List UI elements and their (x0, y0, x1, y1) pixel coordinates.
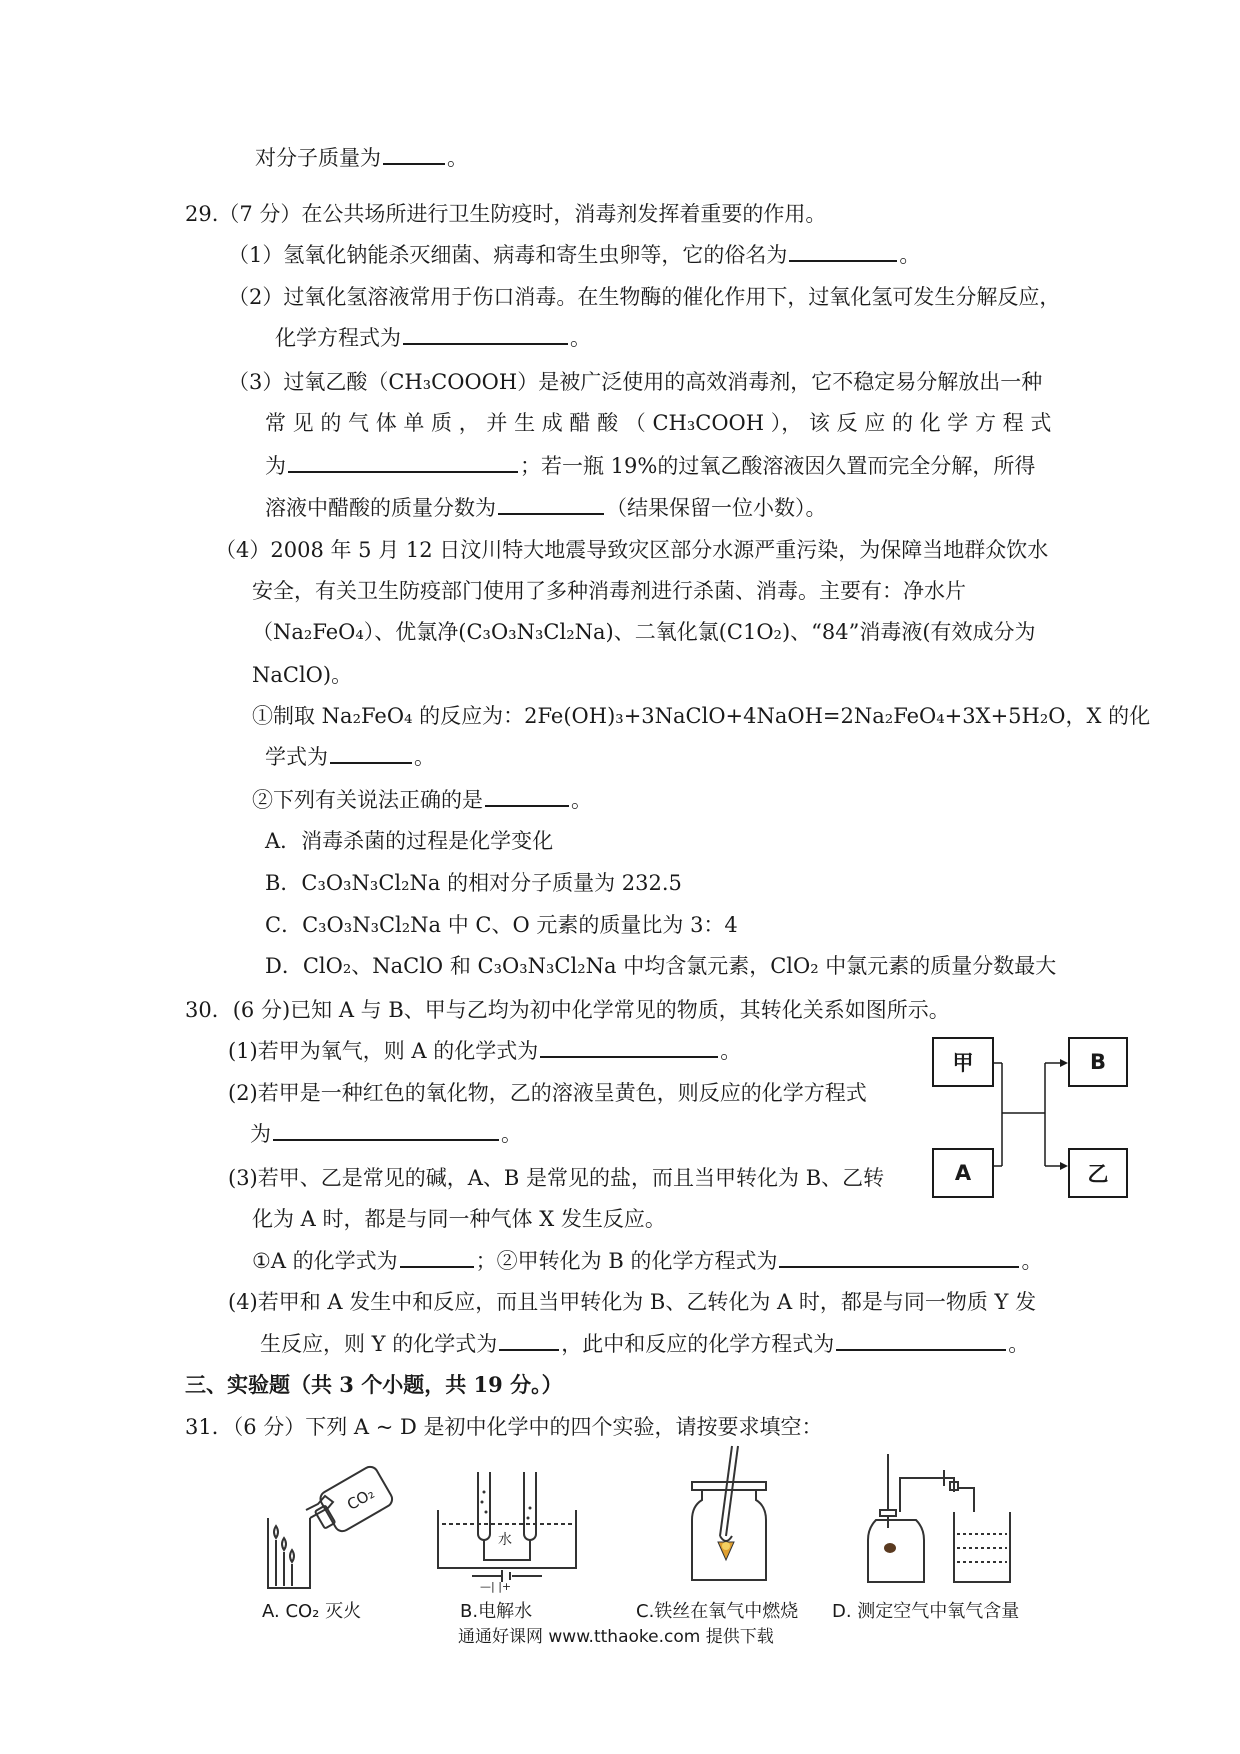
text-line: ①制取 Na₂FeO₄ 的反应为：2Fe(OH)₃+3NaClO+4NaOH=2Na₂FeO₄+3X+5H₂O，X 的化 (252, 704, 1151, 728)
text-line: (2)若甲是一种红色的氧化物，乙的溶液呈黄色，则反应的化学方程式 (228, 1081, 867, 1105)
question-31-title: 31．（6 分）下列 A ~ D 是初中化学中的四个实验，请按要求填空： (185, 1415, 823, 1439)
text-line: NaClO)。 (252, 663, 353, 687)
text-line: ①A 的化学式为 ；②甲转化为 B 的化学方程式为 。 (252, 1246, 1042, 1276)
text-line: （1）氢氧化钠能杀灭细菌、病毒和寄生虫卵等，它的俗名为 。 (228, 240, 920, 270)
section-heading: 三、实验题（共 3 个小题，共 19 分。） (185, 1372, 563, 1397)
footer-text: 通通好课网 www.tthaoke.com 提供下载 (458, 1627, 774, 1647)
question-29-title: 29.（7 分）在公共场所进行卫生防疫时，消毒剂发挥着重要的作用。 (185, 202, 827, 226)
text-line: 常 见 的 气 体 单 质 ， 并 生 成 醋 酸 （ CH₃COOH ）， 该 反 应 的 化 学 方 程 式 (265, 411, 1052, 435)
diagram-box-yi: 乙 (1068, 1148, 1128, 1198)
figure-iron-wire (680, 1442, 780, 1587)
figure-electrolysis (432, 1468, 582, 1593)
answer-blank[interactable] (273, 1119, 499, 1141)
text-line: （4）2008 年 5 月 12 日汶川特大地震导致灾区部分水源严重污染，为保障当地群众饮水 (215, 538, 1049, 562)
diagram-box-a: A (932, 1148, 994, 1198)
text-line: 安全，有关卫生防疫部门使用了多种消毒剂进行杀菌、消毒。主要有：净水片 (252, 579, 966, 603)
option-c: C．C₃O₃N₃Cl₂Na 中 C、O 元素的质量比为 3：4 (265, 913, 738, 937)
diagram-box-b: B (1068, 1037, 1128, 1087)
text-line: (4)若甲和 A 发生中和反应，而且当甲转化为 B、乙转化为 A 时，都是与同一物质 Y 发 (228, 1290, 1037, 1314)
caption-a: A. CO₂ 灭火 (262, 1601, 362, 1622)
text-line: 学式为 。 (265, 742, 435, 772)
answer-blank[interactable] (400, 1246, 474, 1268)
text-line: 化学方程式为 。 (275, 323, 591, 353)
answer-blank[interactable] (485, 785, 569, 807)
water-label: 水 (498, 1532, 512, 1548)
answer-blank[interactable] (789, 240, 897, 262)
answer-blank[interactable] (288, 451, 518, 473)
bottle-label: CO₂ (343, 1484, 378, 1514)
caption-b: B.电解水 (460, 1601, 533, 1622)
diagram-box-jia: 甲 (932, 1037, 994, 1087)
question-30-title: 30．(6 分)已知 A 与 B、甲与乙均为初中化学常见的物质，其转化关系如图所示。 (185, 998, 950, 1022)
answer-blank[interactable] (540, 1036, 718, 1058)
text-line: （Na₂FeO₄）、优氯净(C₃O₃N₃Cl₂Na)、二氧化氯(C1O₂)、“84”消毒液(有效成分为 (252, 620, 1036, 644)
answer-blank[interactable] (499, 1329, 559, 1351)
electrode-label: —| |+ (480, 1580, 512, 1593)
text-line: 为 ；若一瓶 19%的过氧乙酸溶液因久置而完全分解，所得 (265, 451, 1035, 481)
answer-blank[interactable] (403, 323, 568, 345)
answer-blank[interactable] (330, 742, 412, 764)
answer-blank[interactable] (383, 143, 445, 165)
figure-air-oxygen (862, 1448, 1042, 1588)
text-line: (3)若甲、乙是常见的碱，A、B 是常见的盐，而且当甲转化为 B、乙转 (228, 1166, 885, 1190)
text-line: 化为 A 时，都是与同一种气体 X 发生反应。 (252, 1207, 666, 1231)
text-line: 溶液中醋酸的质量分数为 （结果保留一位小数）。 (265, 493, 827, 523)
text-line: (1)若甲为氧气，则 A 的化学式为 。 (228, 1036, 741, 1066)
text-line: （2）过氧化氢溶液常用于伤口消毒。在生物酶的催化作用下，过氧化氢可发生分解反应， (228, 285, 1061, 309)
option-b: B．C₃O₃N₃Cl₂Na 的相对分子质量为 232.5 (265, 871, 682, 895)
option-a: A．消毒杀菌的过程是化学变化 (265, 829, 554, 853)
text-line: （3）过氧乙酸（CH₃COOOH）是被广泛使用的高效消毒剂，它不稳定易分解放出一种 (228, 370, 1043, 394)
answer-blank[interactable] (836, 1329, 1006, 1351)
caption-d: D. 测定空气中氧气含量 (832, 1601, 1020, 1622)
text-line: 生反应，则 Y 的化学式为 ，此中和反应的化学方程式为 。 (260, 1329, 1029, 1359)
figure-co2-extinguish (258, 1470, 398, 1595)
option-d: D．ClO₂、NaClO 和 C₃O₃N₃Cl₂Na 中均含氯元素，ClO₂ 中氯元素的质量分数最大 (265, 954, 1057, 978)
text-line: 为 。 (250, 1119, 522, 1149)
text-line: ②下列有关说法正确的是 。 (252, 785, 592, 815)
text-line: 对分子质量为 。 (255, 143, 468, 173)
answer-blank[interactable] (498, 493, 604, 515)
caption-c: C.铁丝在氧气中燃烧 (636, 1601, 799, 1622)
answer-blank[interactable] (779, 1246, 1019, 1268)
